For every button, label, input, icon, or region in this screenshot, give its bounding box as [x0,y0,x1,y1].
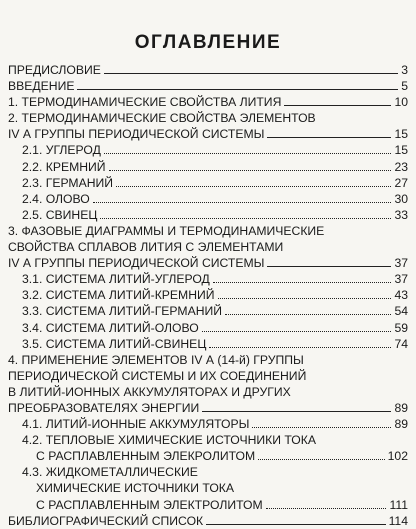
toc-leader [252,427,391,428]
toc-page-number: 111 [389,497,408,512]
toc-entry-text: IV А ГРУППЫ ПЕРИОДИЧЕСКОЙ СИСТЕМЫ [8,127,265,142]
toc-entry-text: С РАСПЛАВЛЕННЫМ ЭЛЕКРОЛИТОМ [36,449,256,464]
toc-page-number: 54 [394,304,408,319]
toc-page-number: 10 [394,95,408,110]
toc-entry-text: 2.2. КРЕМНИЙ [22,159,106,174]
toc-entry-text: СВОЙСТВА СПЛАВОВ ЛИТИЯ С ЭЛЕМЕНТАМИ [8,240,284,255]
toc-page-number: 23 [394,159,408,174]
toc-page-number: 27 [394,175,408,190]
toc-page-number: 89 [394,417,408,432]
toc-page-number: 114 [388,513,408,528]
toc-entry [8,287,408,303]
toc-entry [8,223,408,271]
toc-entry-text: В ЛИТИЙ-ИОННЫХ АККУМУЛЯТОРАХ И ДРУГИХ [8,384,291,399]
toc-entry [8,175,408,191]
toc-entry-text: 4.3. ЖИДКОМЕТАЛЛИЧЕСКИЕ [22,465,198,480]
toc-page-number: 37 [394,256,408,271]
toc-leader [218,298,392,299]
toc-entry-text: 2.4. ОЛОВО [22,191,90,206]
toc-entry-text: 4.1. ЛИТИЙ-ИОННЫЕ АККУМУЛЯТОРЫ [22,417,250,432]
toc-leader [116,186,391,187]
toc-entry [8,142,408,158]
toc-entry [8,207,408,223]
toc-entry-text: 2.5. СВИНЕЦ [22,207,98,222]
toc-leader [284,105,391,106]
toc-page-number: 37 [394,272,408,287]
toc-entry-text: ПРЕДИСЛОВИЕ [8,63,101,77]
toc-entry [8,513,408,529]
toc-leader [206,524,385,525]
toc-leader [258,459,384,460]
toc-entry-text: IV А ГРУППЫ ПЕРИОДИЧЕСКОЙ СИСТЕМЫ [8,256,265,271]
toc-leader [267,266,391,267]
toc-page-number: 43 [394,288,408,303]
toc-entry [8,320,408,336]
toc-entry-text: С РАСПЛАВЛЕННЫМ ЭЛЕКТРОЛИТОМ [36,497,263,512]
toc-entry [8,336,408,352]
toc-leader [267,137,391,138]
toc-entry-text: 3.3. СИСТЕМА ЛИТИЙ-ГЕРМАНИЙ [22,304,223,319]
toc-page-number: 30 [394,191,408,206]
toc-page-number: 59 [394,320,408,335]
toc-leader [266,508,387,509]
toc-entry-text: 2. ТЕРМОДИНАМИЧЕСКИЕ СВОЙСТВА ЭЛЕМЕНТОВ [8,111,316,126]
toc-leader [213,282,392,283]
toc-leader [93,202,392,203]
toc-entry-text: 4.2. ТЕПЛОВЫЕ ХИМИЧЕСКИЕ ИСТОЧНИКИ ТОКА [22,433,316,448]
toc-entry [8,94,408,110]
toc-leader [100,218,391,219]
toc-entry-text: 3.4. СИСТЕМА ЛИТИЙ-ОЛОВО [22,320,199,335]
toc-entry-text: 4. ПРИМЕНЕНИЕ ЭЛЕМЕНТОВ IV А (14-й) ГРУППЫ [8,352,304,367]
toc-entry [8,62,408,78]
toc-entry [8,78,408,94]
toc-leader [225,314,391,315]
toc-entry [8,416,408,432]
toc-entry-text: ВВЕДЕНИЕ [8,79,75,94]
toc-entry-text: 2.1. УГЛЕРОД [22,143,101,158]
toc-entry-text: 3.2. СИСТЕМА ЛИТИЙ-КРЕМНИЙ [22,288,215,303]
toc-entry [8,271,408,287]
toc-entry-text: ПРЕОБРАЗОВАТЕЛЯХ ЭНЕРГИИ [8,400,200,415]
toc-entry-text: 3.5. СИСТЕМА ЛИТИЙ-СВИНЕЦ [22,336,207,351]
toc-entry [8,464,408,512]
toc-page-number: 15 [394,143,408,158]
toc-entry-text: 3.1. СИСТЕМА ЛИТИЙ-УГЛЕРОД [22,272,210,287]
toc-entry [8,352,408,416]
toc-entry-text: 2.3. ГЕРМАНИЙ [22,175,114,190]
toc-leader [209,347,391,348]
toc-leader [109,170,392,171]
toc-page-number: 33 [394,207,408,222]
toc-page-number: 15 [394,127,408,142]
toc-entry-text: 1. ТЕРМОДИНАМИЧЕСКИЕ СВОЙСТВА ЛИТИЯ [8,95,282,110]
toc-entry-text: 3. ФАЗОВЫЕ ДИАГРАММЫ И ТЕРМОДИНАМИЧЕСКИЕ [8,223,325,238]
toc-leader [202,331,392,332]
toc-page-number: 74 [394,336,408,351]
toc-leader [104,73,398,74]
toc-page-number: 102 [387,449,408,464]
toc-entry [8,159,408,175]
toc-page-number: 89 [394,400,408,415]
toc-entry-text: ХИМИЧЕСКИЕ ИСТОЧНИКИ ТОКА [36,481,235,496]
toc-entry [8,191,408,207]
toc-entry-text: БИБЛИОГРАФИЧЕСКИЙ СПИСОК [8,513,204,528]
toc-leader [104,153,392,154]
toc-page-number: 3 [401,63,408,77]
table-of-contents [8,62,408,529]
toc-entry [8,432,408,464]
toc-entry [8,303,408,319]
toc-leader [77,89,398,90]
toc-leader [202,411,391,412]
toc-entry [8,110,408,142]
page-title: ОГЛАВЛЕНИЕ [134,32,282,53]
toc-entry-text: ПЕРИОДИЧЕСКОЙ СИСТЕМЫ И ИХ СОЕДИНЕНИЙ [8,368,307,383]
toc-page-number: 5 [401,79,408,94]
